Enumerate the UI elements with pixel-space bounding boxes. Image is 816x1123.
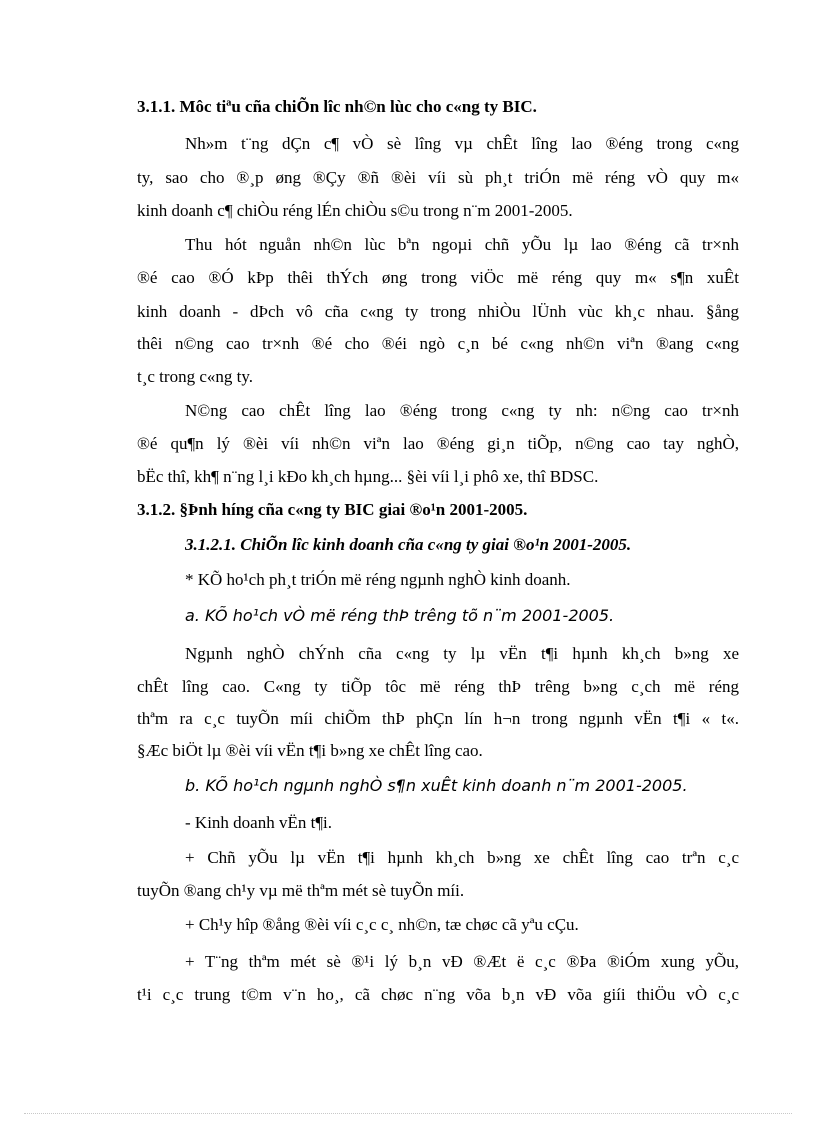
paragraph-line: + Ch¹y hîp ®ång ®èi víi c¸c c¸ nh©n, tæ chøc cã yªu cÇu. xyxy=(185,915,579,934)
paragraph-line: + T¨ng thªm mét sè ®¹i lý b¸n vÐ ®Æt ë c¸c ®Þa ®iÓm xung yÕu, xyxy=(185,952,739,971)
paragraph-line: Nh»m t¨ng dÇn c¶ vÒ sè lîng vµ chÊt lîng lao ®éng trong c«ng xyxy=(185,134,739,153)
paragraph-line: thªm ra c¸c tuyÕn míi chiÕm thÞ phÇn lín h¬n trong ngµnh vËn t¶i « t«. xyxy=(137,709,739,728)
paragraph-line: Ngµnh nghÒ chÝnh cña c«ng ty lµ vËn t¶i hµnh kh¸ch b»ng xe xyxy=(185,644,739,663)
heading-3-1-2-1: 3.1.2.1. ChiÕn lîc kinh doanh cña c«ng ty giai ®o¹n 2001-2005. xyxy=(185,535,632,554)
paragraph-line: tuyÕn ®ang ch¹y vµ më thªm mét sè tuyÕn míi. xyxy=(137,881,465,900)
paragraph-line: ty, sao cho ®¸p øng ®Çy ®ñ ®èi víi sù ph¸t triÓn më réng vÒ quy m« xyxy=(137,168,739,187)
paragraph-line: Thu hót nguån nh©n lùc bªn ngoµi chñ yÕu lµ lao ®éng cã tr×nh xyxy=(185,235,739,254)
paragraph-line: kinh doanh c¶ chiÒu réng lÉn chiÒu s©u trong n¨m 2001-2005. xyxy=(137,201,573,220)
dash-line: - Kinh doanh vËn t¶i. xyxy=(185,813,332,832)
subheading-a: a. KÕ ho¹ch vÒ më réng thÞ trêng tõ n¨m 2001-2005. xyxy=(185,606,615,625)
subheading-b: b. KÕ ho¹ch ngµnh nghÒ s¶n xuÊt kinh doanh n¨m 2001-2005. xyxy=(185,776,688,795)
paragraph-line: thêi n©ng cao tr×nh ®é cho ®éi ngò c¸n bé c«ng nh©n viªn ®ang c«ng xyxy=(137,334,739,353)
paragraph-line: ®é qu¶n lý ®èi víi nh©n viªn lao ®éng gi¸n tiÕp, n©ng cao tay nghÒ, xyxy=(137,434,739,453)
paragraph-line: t¸c trong c«ng ty. xyxy=(137,367,253,386)
paragraph-line: kinh doanh - dÞch vô cña c«ng ty trong nhiÒu lÜnh vùc kh¸c nhau. §ång xyxy=(137,302,739,321)
paragraph-line: §Æc biÖt lµ ®èi víi vËn t¶i b»ng xe chÊt lîng cao. xyxy=(137,741,483,760)
paragraph-line: bËc thî, kh¶ n¨ng l¸i kÐo kh¸ch hµng... §èi víi l¸i phô xe, thî BDSC. xyxy=(137,467,599,486)
paragraph-line: t¹i c¸c trung t©m v¨n ho¸, cã chøc n¨ng võa b¸n vÐ võa giíi thiÖu vÒ c¸c xyxy=(137,985,739,1004)
bullet-line: * KÕ ho¹ch ph¸t triÓn më réng ngµnh nghÒ kinh doanh. xyxy=(185,570,571,589)
heading-3-1-2: 3.1.2. §Þnh híng cña c«ng ty BIC giai ®o¹n 2001-2005. xyxy=(137,500,528,519)
paragraph-line: chÊt lîng cao. C«ng ty tiÕp tôc më réng thÞ trêng b»ng c¸ch më réng xyxy=(137,677,739,696)
paragraph-line: + Chñ yÕu lµ vËn t¶i hµnh kh¸ch b»ng xe chÊt lîng cao trªn c¸c xyxy=(185,848,739,867)
heading-3-1-1: 3.1.1. Môc tiªu cña chiÕn lîc nh©n lùc cho c«ng ty BIC. xyxy=(137,97,537,116)
page-bottom-divider xyxy=(24,1113,792,1114)
paragraph-line: N©ng cao chÊt lîng lao ®éng trong c«ng ty nh: n©ng cao tr×nh xyxy=(185,401,739,420)
paragraph-line: ®é cao ®Ó kÞp thêi thÝch øng trong viÖc më réng quy m« s¶n xuÊt xyxy=(137,268,739,287)
